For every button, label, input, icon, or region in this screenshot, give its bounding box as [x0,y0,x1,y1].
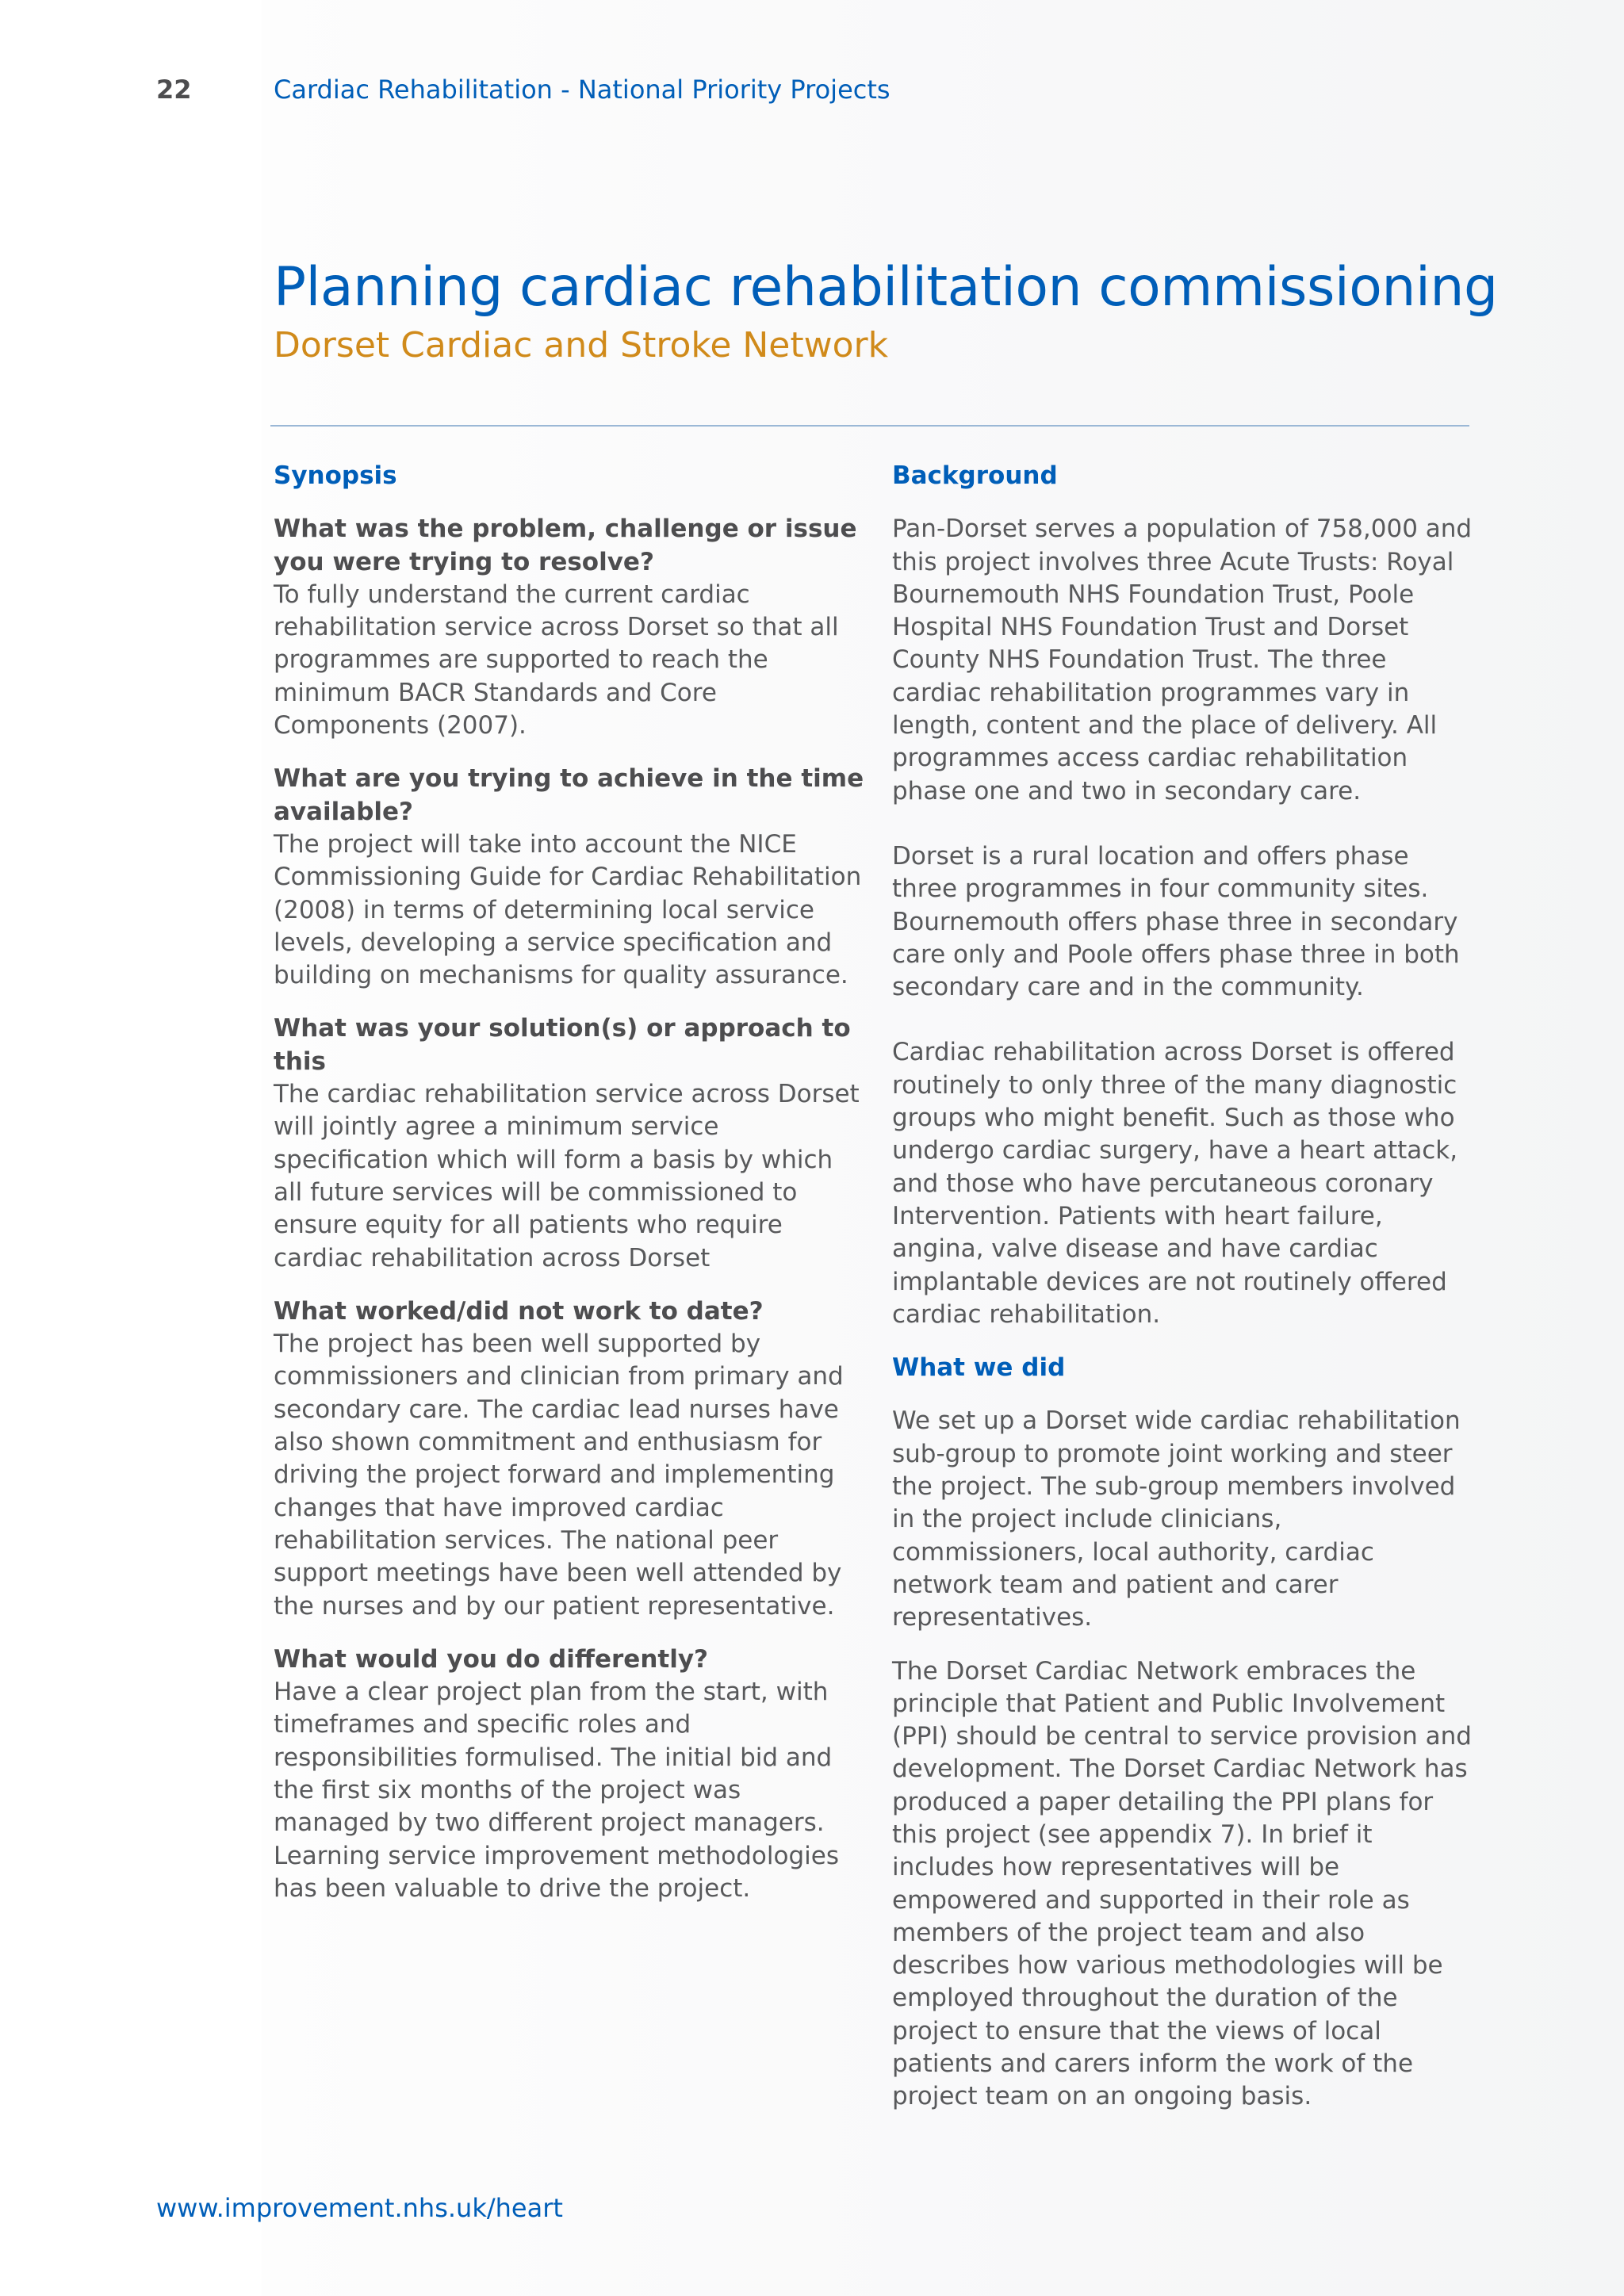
title-divider [270,425,1469,427]
question-3: What was your solution(s) or approach to this [274,1014,851,1076]
answer-2: The project will take into account the NICE Commissioning Guide for Cardiac Rehabilitation (2008) in terms of determining local service levels, developing a service specification and building on mechanisms for quality assurance. [274,829,862,990]
running-header-title: Cardiac Rehabilitation - National Priority Projects [274,75,891,105]
what-we-did-paragraph-2: The Dorset Cardiac Network embraces the principle that Patient and Public Involvement (PPI) should be central to service provision and development. The Dorset Cardiac Network has produced a paper detailing the PPI plans for this project (see appendix 7). In brief it includes how representatives will be empowered and supported in their role as members of the project team and also describes how various methodologies will be employed throughout the duration of the project to ensure that the views of local patients and carers inform the work of the project team on an ongoing basis. [892,1656,1472,2111]
question-1: What was the problem, challenge or issue you were trying to resolve? [274,515,857,576]
background-paragraph-1: Pan-Dorset serves a population of 758,000 and this project involves three Acute Trusts: Royal Bournemouth NHS Foundation Trust, Poole Hospital NHS Foundation Trust and Dorset County NHS Foundation Trust. The three cardiac rehabilitation programmes vary in length, content and the place of delivery. All programmes access cardiac rehabilitation phase one and two in secondary care. [892,515,1473,806]
answer-1: To fully understand the current cardiac rehabilitation service across Dorset so that all programmes are supported to reach the minimum BACR Standards and Core Components (2007). [274,580,839,740]
left-column [274,460,864,1926]
answer-5: Have a clear project plan from the start, with timeframes and specific roles and responsibilities formulised. The initial bid and the first six months of the project was managed by two different project managers. Learning service improvement methodologies has been valuable to drive the project. [274,1678,839,1903]
page-title: Planning cardiac rehabilitation commissioning [274,256,1498,319]
what-we-did-paragraph-1: We set up a Dorset wide cardiac rehabilitation sub-group to promote joint working and steer the project. The sub-group members involved in the project include clinicians, commissioners, local authority, cardiac network team and patient and carer representatives. [892,1406,1461,1632]
question-2: What are you trying to achieve in the time available? [274,764,864,826]
page-number: 22 [156,75,192,105]
question-4: What worked/did not work to date? [274,1296,764,1326]
footer-website-link[interactable]: www.improvement.nhs.uk/heart [156,2193,563,2223]
page-subtitle: Dorset Cardiac and Stroke Network [274,325,889,365]
background-paragraph-2: Dorset is a rural location and offers phase three programmes in four community sites. Bournemouth offers phase three in secondary care only and Poole offers phase three in both secondary care and in the community. [892,841,1460,1002]
background-paragraph-3: Cardiac rehabilitation across Dorset is offered routinely to only three of the many diagnostic groups who might benefit. Such as those who undergo cardiac surgery, have a heart attack, and those who have percutaneous coronary Intervention. Patients with heart failure, angina, valve disease and have cardiac implantable devices are not routinely offered cardiac rehabilitation. [892,1038,1458,1329]
question-5: What would you do differently? [274,1644,709,1674]
background-heading: Background [892,461,1058,490]
synopsis-heading: Synopsis [274,461,397,490]
right-column [892,460,1475,2134]
answer-4: The project has been well supported by commissioners and clinician from primary and secondary care. The cardiac lead nurses have also shown commitment and enthusiasm for driving the project forward and implementing changes that have improved cardiac rehabilitation services. The national peer support meetings have been well attended by the nurses and by our patient representative. [274,1330,844,1621]
what-we-did-heading: What we did [892,1353,1066,1383]
answer-3: The cardiac rehabilitation service across Dorset will jointly agree a minimum service specification which will form a basis by which all future services will be commissioned to ensure equity for all patients who require cardiac rehabilitation across Dorset [274,1080,860,1272]
